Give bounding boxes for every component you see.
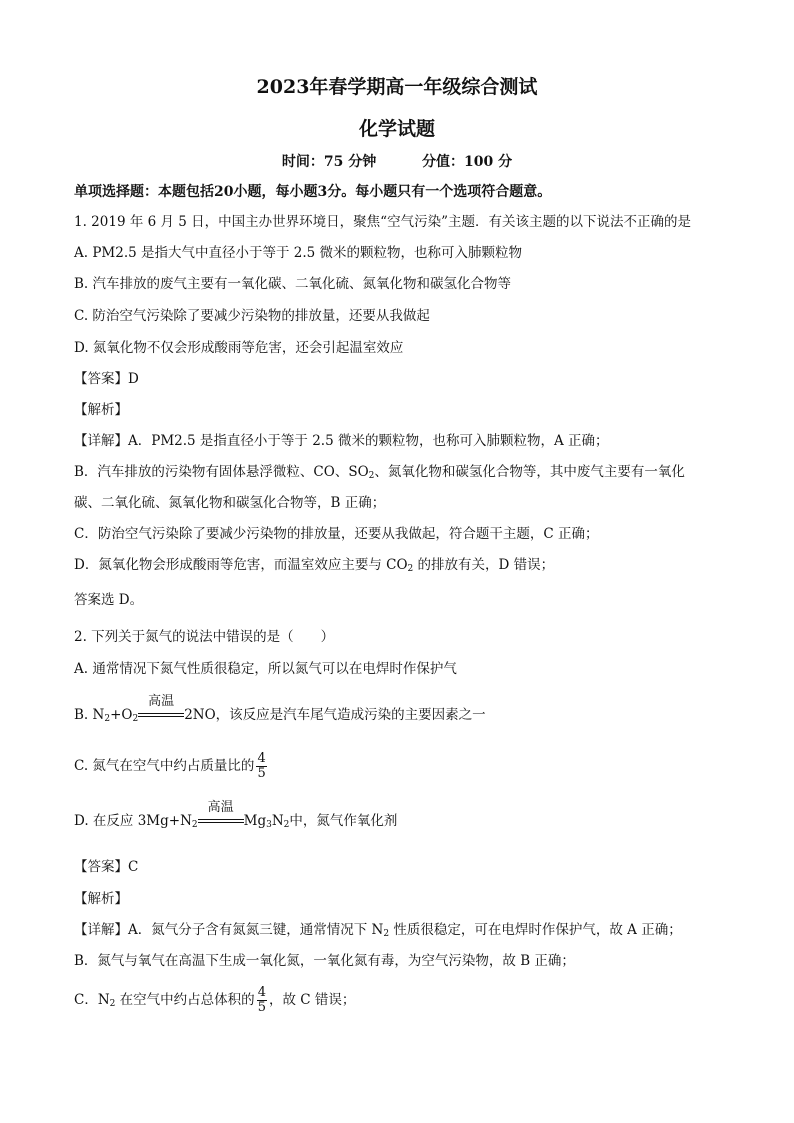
q2-detail-b: B．氮气与氧气在高温下生成一氧化氮，一氧化氮有毒，为空气污染物，故 B 正确；	[74, 953, 575, 969]
subscript: 2	[191, 820, 198, 830]
text: 、氮氧化物和碳氢化合物等，其中废气主要有一氧化	[374, 464, 685, 480]
q1-detail-c: C．防治空气污染除了要减少污染物的排放量，还要从我做起，符合题干主题，C 正确；	[74, 526, 599, 542]
exam-title: 2023年春学期高一年级综合测试	[256, 76, 538, 98]
subscript: 2	[132, 714, 139, 724]
score-label: 分值：100 分	[422, 154, 513, 170]
text: B．汽车排放的污染物有固体悬浮微粒、CO、SO	[74, 464, 369, 480]
text: D．氮氧化物会形成酸雨等危害，而温室效应主要与 CO	[74, 557, 408, 573]
q1-analysis-tag: 【解析】	[74, 402, 128, 418]
q1-detail-b-cont: 碳、二氧化硫、氮氧化物和碳氢化合物等，B 正确；	[74, 495, 386, 511]
q2-option-a: A. 通常情况下氮气性质很稳定，所以氮气可以在电焊时作保护气	[74, 661, 457, 677]
subscript: 2	[407, 564, 414, 574]
text: B. N	[74, 707, 105, 723]
exam-meta	[0, 151, 794, 171]
denominator: 5	[257, 1000, 266, 1015]
answer-tag: 【答案】	[74, 371, 128, 387]
numerator: 4	[257, 985, 266, 1000]
answer-value: C	[128, 859, 139, 875]
subscript: 2	[383, 929, 390, 939]
q1-answer	[74, 370, 139, 388]
q1-stem: 1. 2019 年 6 月 5 日，中国主办世界环境日，聚焦“空气污染”主题．有关该主题的以下说法不正确的是	[74, 214, 691, 230]
denominator: 5	[257, 766, 266, 781]
text: 2NO，该反应是汽车尾气造成污染的主要因素之一	[184, 707, 486, 723]
q2-analysis-tag: 【解析】	[74, 891, 128, 907]
q1-detail-b	[74, 463, 685, 485]
text: N	[271, 813, 284, 829]
subscript: 2	[104, 714, 111, 724]
text: 性质很稳定，可在电焊时作保护气，故 A 正确；	[389, 922, 682, 938]
fraction	[256, 752, 266, 781]
answer-tag: 【答案】	[74, 859, 128, 875]
q2-detail-c	[74, 986, 355, 1015]
q1-option-c: C. 防治空气污染除了要减少污染物的排放量，还要从我做起	[74, 308, 430, 324]
q1-option-a: A. PM2.5 是指大气中直径小于等于 2.5 微米的颗粒物，也称可入肺颗粒物	[74, 245, 523, 261]
q2-answer	[74, 858, 138, 876]
subscript: 3	[266, 820, 272, 830]
text: +O	[110, 707, 133, 723]
q2-stem: 2. 下列关于氮气的说法中错误的是（ ）	[74, 629, 335, 645]
text: 中，氮气作氧化剂	[289, 813, 398, 829]
time-label: 时间：75 分钟	[281, 154, 377, 170]
q2-option-c	[74, 752, 269, 781]
text: ，故 C 错误；	[268, 992, 356, 1008]
numerator: 4	[257, 751, 266, 766]
q1-detail-a: 【详解】A．PM2.5 是指直径小于等于 2.5 微米的颗粒物，也称可入肺颗粒物，A 正确；	[74, 433, 609, 449]
text: 的排放有关，D 错误；	[413, 557, 555, 573]
q1-detail-d	[74, 556, 554, 578]
q1-option-b: B. 汽车排放的废气主要有一氧化碳、二氧化硫、氮氧化物和碳氢化合物等	[74, 276, 512, 292]
equal-sign	[138, 713, 184, 717]
q2-option-d	[74, 799, 398, 834]
text: D. 在反应 3Mg+N	[74, 813, 192, 829]
text: C. 氮气在空气中约占质量比的	[74, 758, 255, 774]
text: 在空气中约占总体积的	[115, 992, 255, 1008]
q2-detail-a	[74, 921, 682, 943]
answer-value: D	[128, 371, 139, 387]
text: 【详解】A．氮气分子含有氮氮三键，通常情况下 N	[74, 922, 384, 938]
q1-conclusion: 答案选 D。	[74, 592, 144, 608]
reaction-arrow	[198, 799, 244, 829]
text: Mg	[243, 813, 267, 829]
q2-option-b	[74, 693, 486, 728]
reaction-condition: 高温	[207, 799, 234, 815]
subscript: 2	[109, 999, 116, 1009]
subscript: 2	[283, 820, 290, 830]
subject-title: 化学试题	[358, 118, 435, 140]
reaction-arrow	[138, 693, 184, 723]
fraction	[257, 986, 267, 1015]
q1-option-d: D. 氮氧化物不仅会形成酸雨等危害，还会引起温室效应	[74, 340, 404, 356]
subscript: 2	[368, 471, 375, 481]
text: C．N	[74, 992, 110, 1008]
equal-sign	[198, 819, 244, 823]
section-heading: 单项选择题：本题包括20小题，每小题3分。每小题只有一个选项符合题意。	[74, 184, 552, 200]
reaction-condition: 高温	[148, 693, 175, 709]
